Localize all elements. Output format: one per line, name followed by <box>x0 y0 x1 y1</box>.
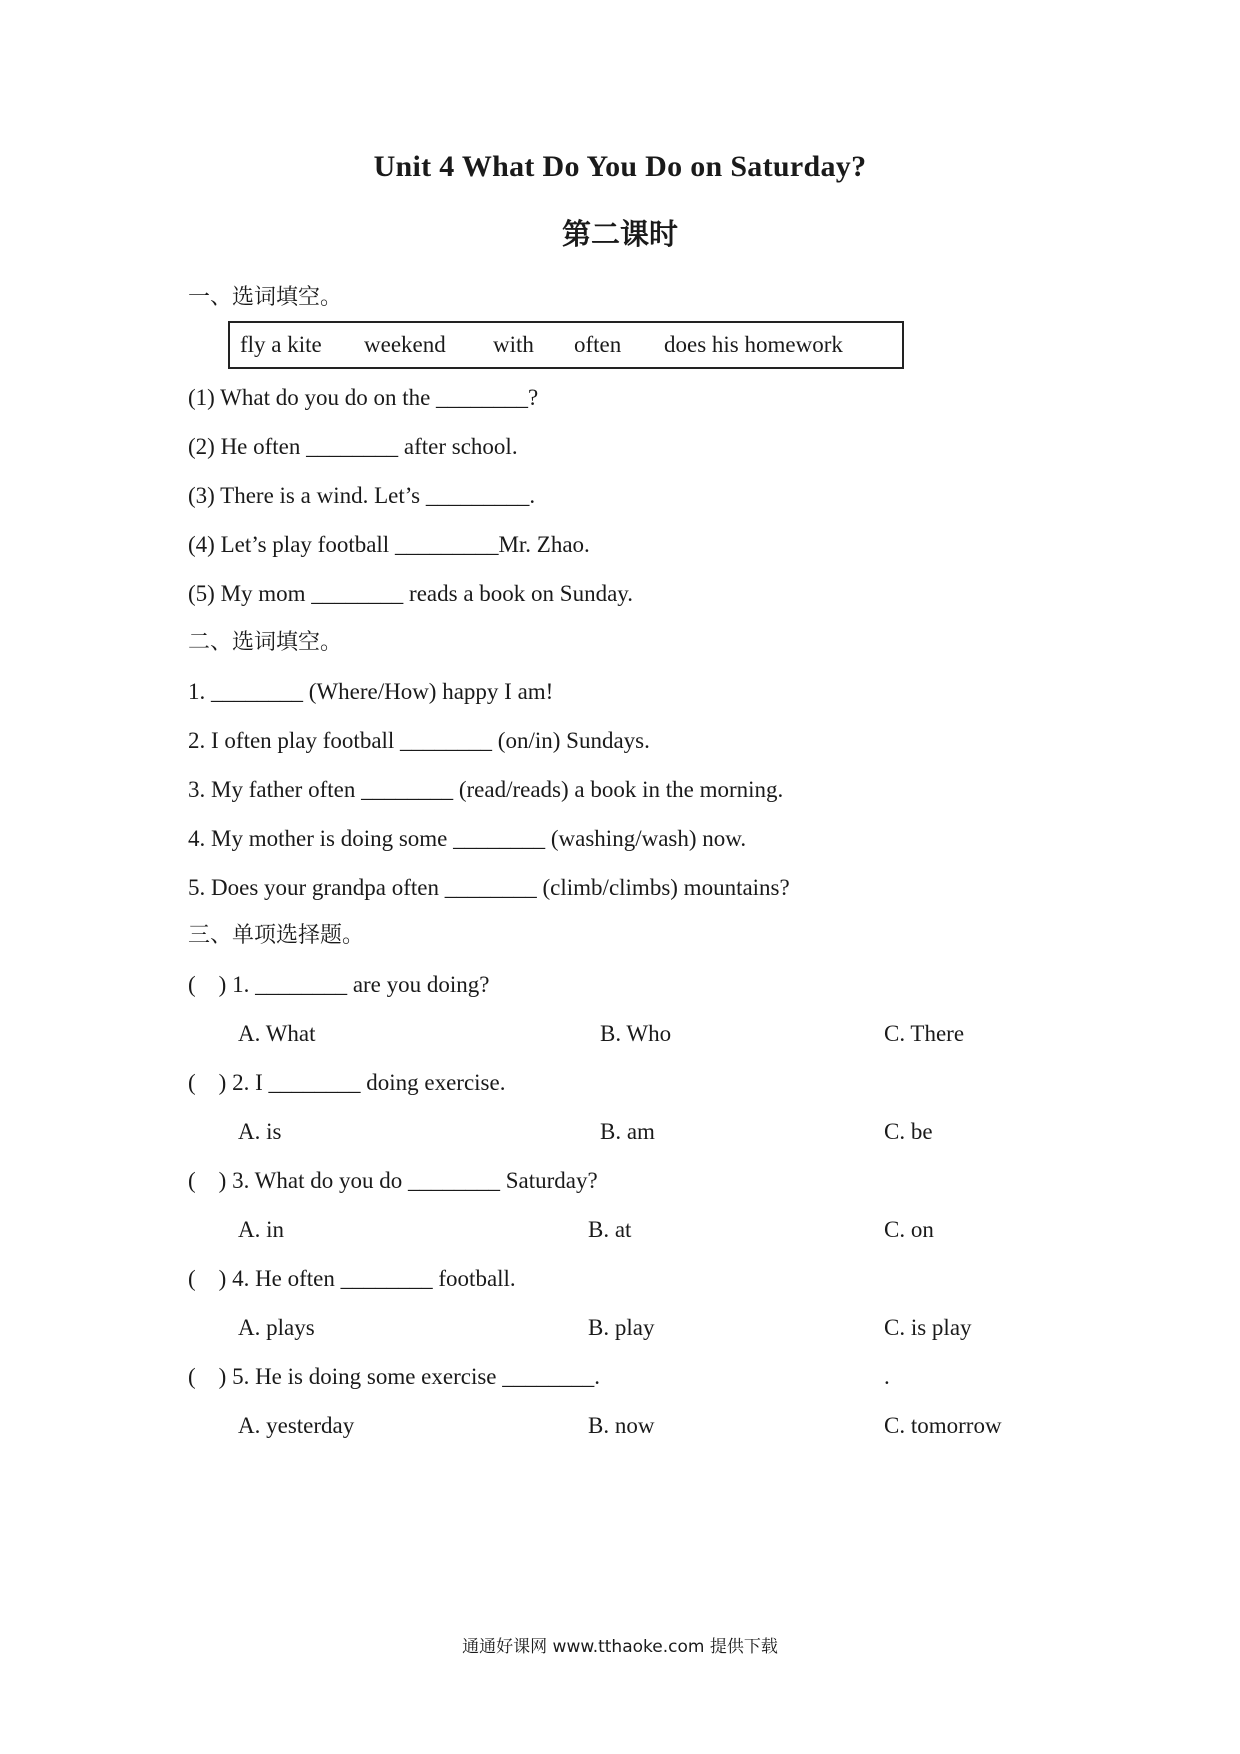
section3-heading: 三、单项选择题。 <box>188 923 365 948</box>
question-stem: ( ) 4. He often ________ football. <box>188 1266 516 1291</box>
option-b: B. at <box>588 1217 632 1242</box>
word-box-item: weekend <box>364 332 446 357</box>
page-title: Unit 4 What Do You Do on Saturday? <box>373 150 867 183</box>
option-b: B. am <box>600 1119 655 1144</box>
option-a: A. plays <box>238 1315 315 1340</box>
section2-item: 2. I often play football ________ (on/in) Sundays. <box>188 728 650 753</box>
question-stem: ( ) 5. He is doing some exercise ________. <box>188 1364 601 1389</box>
word-box-item: often <box>574 332 622 357</box>
section1-item: (5) My mom ________ reads a book on Sunday. <box>188 581 634 606</box>
section1-item: (3) There is a wind. Let’s _________. <box>188 483 536 508</box>
stray-period: . <box>884 1364 890 1389</box>
option-b: B. play <box>588 1315 655 1340</box>
section2-item: 4. My mother is doing some ________ (washing/wash) now. <box>188 826 747 851</box>
option-c: C. tomorrow <box>884 1413 1002 1438</box>
page-subtitle: 第二课时 <box>561 217 678 251</box>
option-c: C. There <box>884 1021 965 1046</box>
section2-item: 1. ________ (Where/How) happy I am! <box>188 679 554 704</box>
option-a: A. in <box>238 1217 284 1242</box>
section2-item: 5. Does your grandpa often ________ (climb/climbs) mountains? <box>188 875 790 900</box>
section2-item: 3. My father often ________ (read/reads) a book in the morning. <box>188 777 784 802</box>
option-a: A. yesterday <box>238 1413 355 1438</box>
option-a: A. What <box>238 1021 316 1046</box>
word-box-item: fly a kite <box>240 332 322 357</box>
option-c: C. on <box>884 1217 934 1242</box>
word-box-item: does his homework <box>664 332 843 357</box>
section1-item: (2) He often ________ after school. <box>188 434 518 459</box>
section1-item: (1) What do you do on the ________? <box>188 385 539 410</box>
word-box <box>228 321 904 369</box>
section2-heading: 二、选词填空。 <box>188 630 343 655</box>
option-c: C. is play <box>884 1315 972 1340</box>
section1-item: (4) Let’s play football _________Mr. Zhao. <box>188 532 590 557</box>
question-stem: ( ) 2. I ________ doing exercise. <box>188 1070 506 1095</box>
option-b: B. Who <box>600 1021 672 1046</box>
page-footer: 通通好课网 www.tthaoke.com 提供下载 <box>462 1637 778 1657</box>
option-a: A. is <box>238 1119 282 1144</box>
question-stem: ( ) 1. ________ are you doing? <box>188 972 490 997</box>
question-stem: ( ) 3. What do you do ________ Saturday? <box>188 1168 598 1193</box>
option-c: C. be <box>884 1119 933 1144</box>
section1-heading: 一、选词填空。 <box>188 285 343 310</box>
word-box-item: with <box>493 332 534 357</box>
option-b: B. now <box>588 1413 655 1438</box>
